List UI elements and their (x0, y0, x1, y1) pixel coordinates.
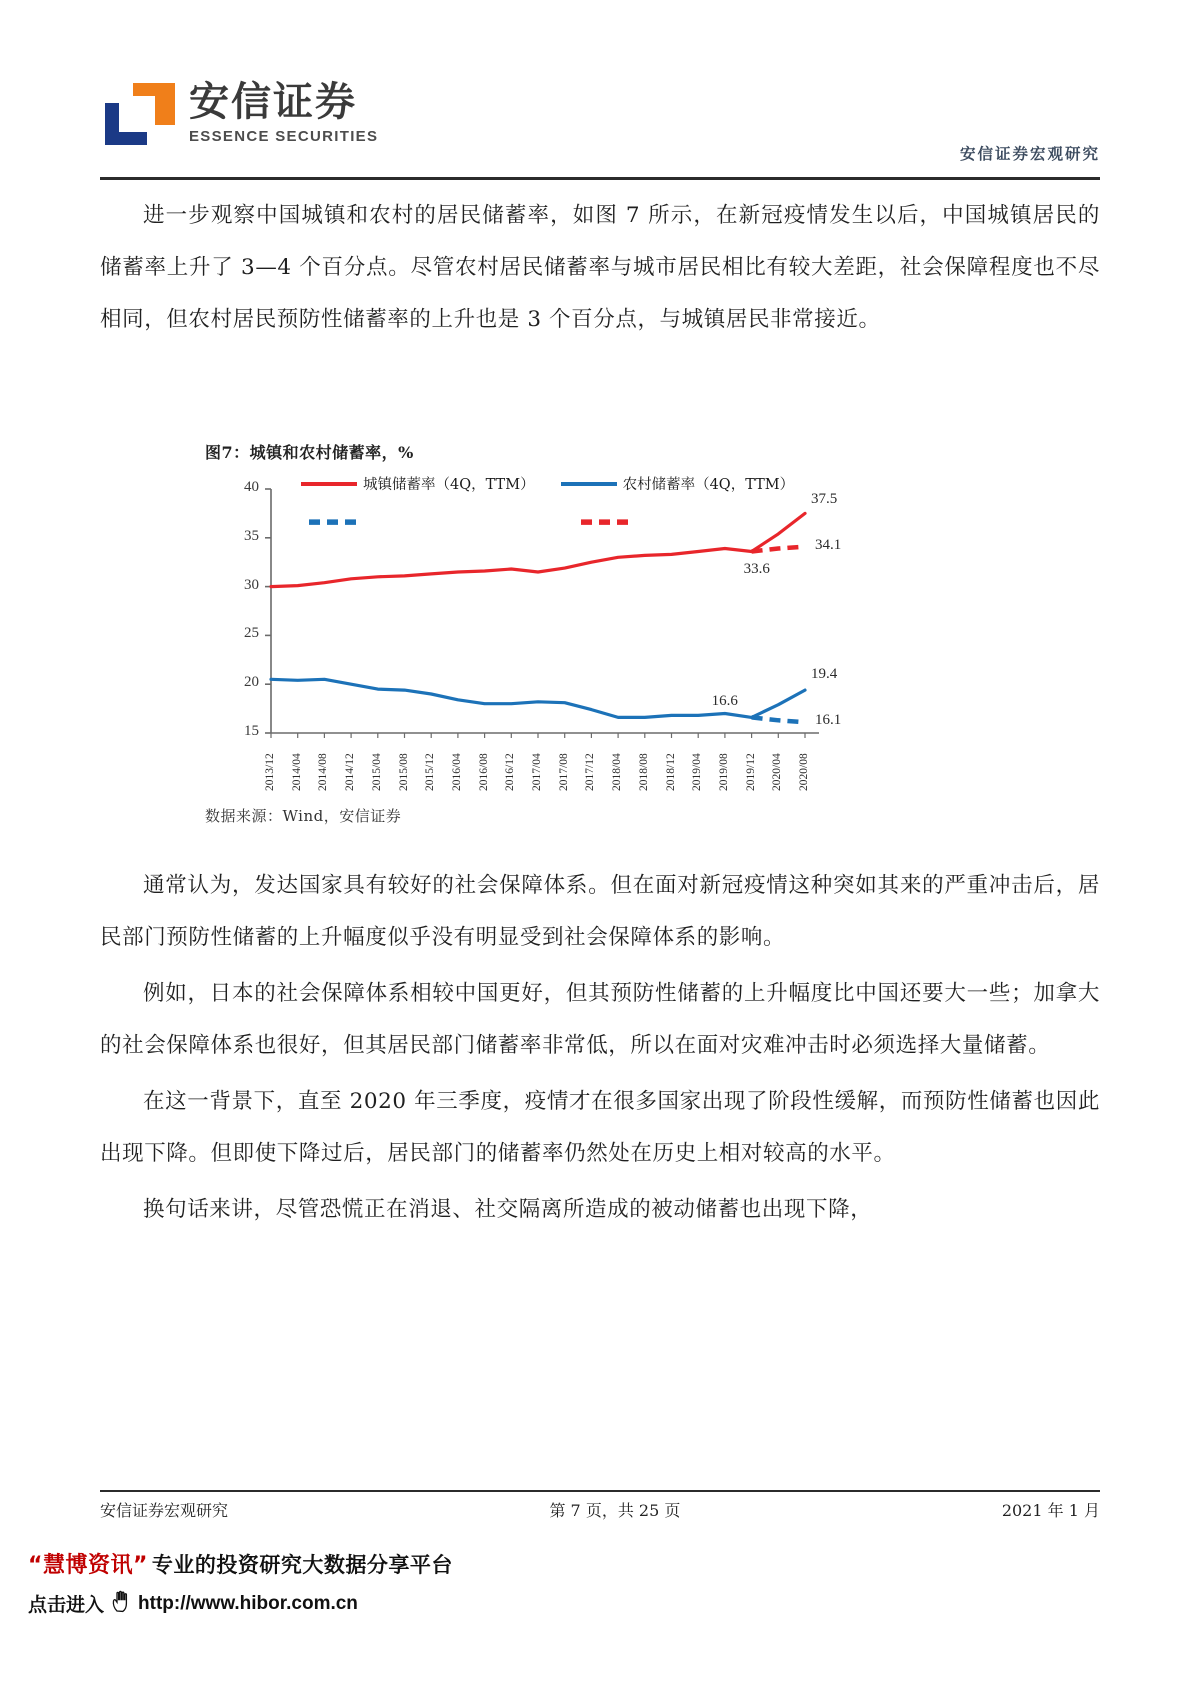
figure-title: 图7：城镇和农村储蓄率，% (205, 443, 414, 462)
page-footer (100, 1498, 1100, 1521)
promo-url: http://www.hibor.com.cn (138, 1592, 358, 1614)
essence-logo-icon (105, 83, 175, 145)
x-axis-tick-labels (205, 733, 845, 791)
legend-label-urban: 城镇储蓄率（4Q，TTM） (363, 477, 535, 493)
data-label-16.1: 16.1 (815, 712, 842, 729)
x-tick-label: 2014/12 (344, 753, 357, 791)
y-tick-15: 15 (244, 723, 259, 739)
x-tick-label: 2016/08 (477, 753, 490, 791)
x-tick-label: 2019/04 (691, 753, 704, 791)
legend-label-rural: 农村储蓄率（4Q，TTM） (622, 477, 795, 493)
x-tick-label: 2018/12 (664, 753, 677, 791)
y-tick-25: 25 (244, 625, 259, 642)
x-tick-label: 2014/04 (290, 753, 303, 791)
x-tick-label: 2018/04 (611, 753, 624, 791)
body-content-bottom (100, 860, 1100, 1236)
x-tick-label: 2013/12 (264, 753, 276, 791)
x-tick-label: 2017/12 (584, 753, 597, 791)
x-tick-label: 2017/04 (531, 753, 543, 791)
promo-brand-name: “慧博资讯” (28, 1553, 148, 1578)
series-line (752, 717, 805, 722)
x-tick-label: 2015/12 (424, 753, 437, 791)
promo-enter-text: 点击进入 (28, 1594, 105, 1616)
data-label-19.4: 19.4 (811, 666, 838, 683)
figure-7 (205, 440, 845, 826)
logo-white-square (119, 96, 155, 132)
data-label-37.5: 37.5 (811, 491, 838, 508)
chart-container (205, 471, 845, 791)
logo-text-english: ESSENCE SECURITIES (189, 128, 379, 145)
y-tick-35: 35 (244, 527, 259, 544)
paragraph-5: 换句话来讲，尽管恐慌正在消退、社交隔离所造成的被动储蓄也出现下降， (143, 1197, 873, 1222)
figure-source-note: 数据来源：Wind，安信证券 (205, 807, 402, 825)
logo-text-chinese: 安信证券 (189, 79, 357, 125)
promo-banner (28, 1548, 1168, 1618)
paragraph-4: 在这一背景下，直至 2020 年三季度，疫情才在很多国家出现了阶段性缓解，而预防性储蓄也因此出现下降。但即使下降过后，居民部门的储蓄率仍然处在历史上相对较高的水平。 (100, 1089, 1100, 1166)
header-research-title: 安信证券宏观研究 (959, 145, 1100, 163)
paragraph-1: 进一步观察中国城镇和农村的居民储蓄率，如图 7 所示，在新冠疫情发生以后，中国城镇居民的储蓄率上升了 3—4 个百分点。尽管农村居民储蓄率与城市居民相比有较大差距，社会保障程度也不尽相同，但农村居民预防性储蓄率的上升也是 3 个百分点，与城镇居民非常接近。 (100, 203, 1100, 332)
x-tick-label: 2020/08 (798, 753, 810, 791)
page-header (0, 0, 1200, 175)
x-tick-label: 2020/04 (771, 753, 784, 791)
x-tick-label: 2015/08 (397, 753, 410, 791)
x-tick-label: 2014/08 (317, 753, 330, 791)
x-tick-label: 2017/08 (557, 753, 570, 791)
y-tick-40: 40 (244, 479, 259, 495)
logo-text-block (189, 79, 379, 145)
paragraph-3: 例如，日本的社会保障体系相较中国更好，但其预防性储蓄的上升幅度比中国还要大一些；加拿大的社会保障体系也很好，但其居民部门储蓄率非常低，所以在面对灾难冲击时必须选择大量储蓄。 (100, 981, 1100, 1058)
promo-link-row[interactable] (28, 1589, 1168, 1618)
x-tick-label: 2018/08 (637, 753, 650, 791)
data-label-16.6: 16.6 (711, 693, 738, 710)
data-label-34.1: 34.1 (815, 536, 842, 553)
x-tick-label: 2015/04 (370, 753, 383, 791)
pointing-hand-icon (110, 1589, 132, 1618)
chart-series-lines (271, 513, 805, 722)
company-logo (105, 79, 379, 145)
x-tick-label: 2019/08 (717, 753, 730, 791)
y-tick-20: 20 (244, 674, 259, 691)
promo-tagline-row (28, 1548, 1168, 1579)
y-tick-30: 30 (244, 576, 259, 593)
footer-page-number: 第 7 页，共 25 页 (549, 1501, 681, 1520)
data-label-33.6: 33.6 (743, 561, 770, 578)
body-content-top (100, 190, 1100, 346)
footer-date: 2021 年 1 月 (1001, 1501, 1100, 1520)
footer-divider (100, 1490, 1100, 1492)
x-tick-label: 2019/12 (744, 753, 757, 791)
header-divider (100, 177, 1100, 180)
x-tick-label: 2016/04 (450, 753, 463, 791)
footer-left-text: 安信证券宏观研究 (100, 1501, 229, 1520)
paragraph-2: 通常认为，发达国家具有较好的社会保障体系。但在面对新冠疫情这种突如其来的严重冲击后，居民部门预防性储蓄的上升幅度似乎没有明显受到社会保障体系的影响。 (100, 873, 1100, 950)
promo-tagline: 专业的投资研究大数据分享平台 (151, 1553, 453, 1577)
x-tick-label: 2016/12 (504, 753, 517, 791)
